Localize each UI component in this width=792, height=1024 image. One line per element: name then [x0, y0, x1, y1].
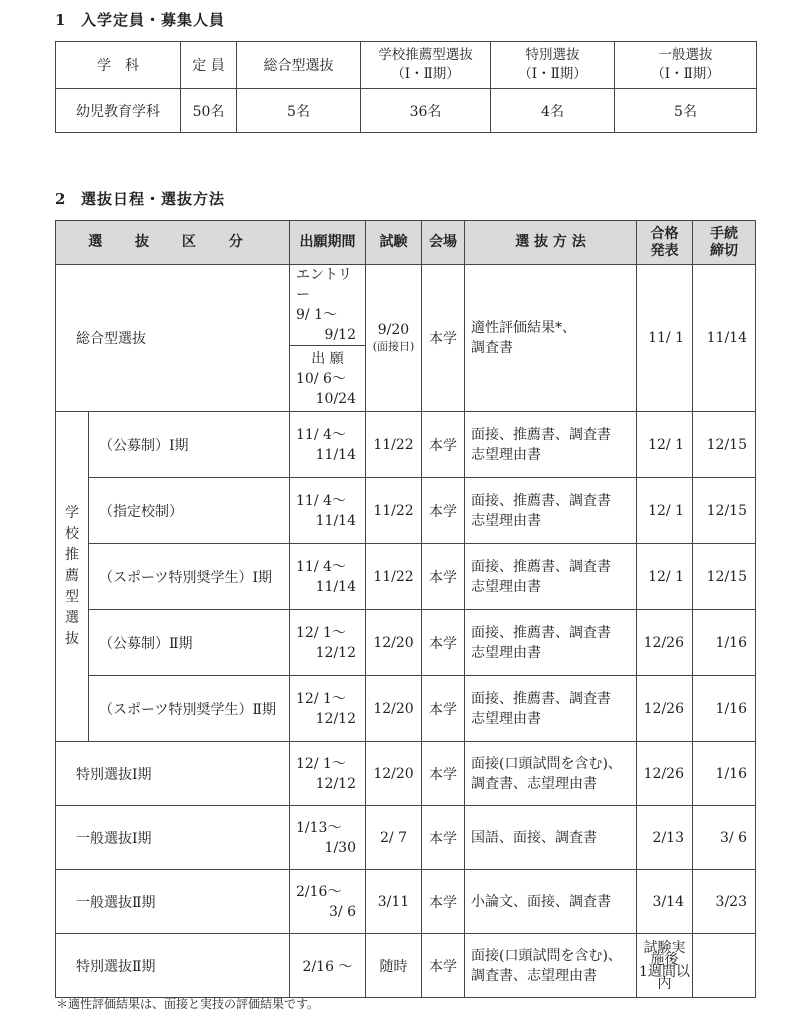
school-4-exam: 12/20 [366, 676, 422, 742]
school-row-3 [56, 610, 756, 676]
school-0-name: （公募制）Ⅰ期 [89, 412, 290, 478]
other-0-venue: 本学 [422, 742, 465, 806]
last-method-line1: 面接(口頭試問を含む)、 [471, 947, 622, 964]
capacity-header-school-line1: 学校推薦型選抜 [378, 47, 473, 63]
section2-title [55, 188, 225, 209]
sogo-entry-period [290, 265, 366, 346]
school-2-deadline: 12/15 [693, 544, 756, 610]
capacity-header-school [361, 42, 491, 89]
capacity-header-school-line2: （Ⅰ・Ⅱ期） [391, 66, 460, 82]
school-group-char-6: 抜 [65, 631, 79, 647]
school-4-name: （スポーツ特別奨学生）Ⅱ期 [89, 676, 290, 742]
school-0-method-line2: 志望理由書 [471, 446, 541, 463]
school-3-result: 12/26 [637, 610, 693, 676]
school-3-name: （公募制）Ⅱ期 [89, 610, 290, 676]
school-2-to: 11/14 [315, 578, 356, 595]
schedule-header-exam: 試験 [366, 221, 422, 265]
school-0-method-line1: 面接、推薦書、調査書 [471, 426, 611, 443]
capacity-header-general-line2: （Ⅰ・Ⅱ期） [651, 66, 720, 82]
capacity-header-special-line1: 特別選抜 [525, 47, 580, 63]
other-0-deadline: 1/16 [693, 742, 756, 806]
capacity-header-general [615, 42, 757, 89]
capacity-data-row [56, 89, 757, 133]
section1-number: 1 [55, 11, 67, 29]
other-1-exam: 2/ 7 [366, 806, 422, 870]
other-0-exam: 12/20 [366, 742, 422, 806]
school-0-period [290, 412, 366, 478]
school-2-period [290, 544, 366, 610]
school-2-result: 12/ 1 [637, 544, 693, 610]
school-4-method-line1: 面接、推薦書、調査書 [471, 690, 611, 707]
school-group-label [56, 412, 89, 742]
capacity-header-quota: 定 員 [181, 42, 237, 89]
capacity-cell-general: 5名 [615, 89, 757, 133]
capacity-header-row [56, 42, 757, 89]
school-1-deadline: 12/15 [693, 478, 756, 544]
school-1-name: （指定校制） [89, 478, 290, 544]
school-1-venue: 本学 [422, 478, 465, 544]
last-method [465, 934, 637, 998]
capacity-header-special-line2: （Ⅰ・Ⅱ期） [518, 66, 587, 82]
school-1-result: 12/ 1 [637, 478, 693, 544]
school-2-name: （スポーツ特別奨学生）Ⅰ期 [89, 544, 290, 610]
section1-title-text: 入学定員・募集人員 [81, 11, 226, 29]
schedule-header-deadline [693, 221, 756, 265]
section2-title-text: 選抜日程・選抜方法 [81, 190, 226, 208]
school-3-method [465, 610, 637, 676]
capacity-cell-dept: 幼児教育学科 [56, 89, 181, 133]
other-1-venue: 本学 [422, 806, 465, 870]
other-1-to: 1/30 [324, 839, 356, 856]
sogo-name: 総合型選抜 [56, 265, 290, 412]
school-4-deadline: 1/16 [693, 676, 756, 742]
sogo-method [465, 265, 637, 412]
school-0-venue: 本学 [422, 412, 465, 478]
school-3-from: 12/ 1〜 [296, 624, 346, 641]
other-1-result: 2/13 [637, 806, 693, 870]
other-1-from: 1/13〜 [296, 819, 342, 836]
school-3-exam: 12/20 [366, 610, 422, 676]
school-2-method [465, 544, 637, 610]
schedule-header-period: 出願期間 [290, 221, 366, 265]
other-0-from: 12/ 1〜 [296, 755, 346, 772]
school-1-method-line2: 志望理由書 [471, 512, 541, 529]
sogo-apply-to: 10/24 [315, 390, 356, 407]
last-exam: 随時 [366, 934, 422, 998]
school-3-deadline: 1/16 [693, 610, 756, 676]
other-row-0 [56, 742, 756, 806]
school-4-venue: 本学 [422, 676, 465, 742]
last-result-line1: 試験実施後 [643, 939, 686, 968]
other-1-deadline: 3/ 6 [693, 806, 756, 870]
last-deadline [693, 934, 756, 998]
last-row [56, 934, 756, 998]
school-1-method-line1: 面接、推薦書、調査書 [471, 492, 611, 509]
other-2-deadline: 3/23 [693, 870, 756, 934]
school-group-char-3: 薦 [65, 568, 79, 584]
last-period: 2/16 〜 [290, 934, 366, 998]
other-0-method-line2: 調査書、志望理由書 [471, 775, 597, 792]
last-venue: 本学 [422, 934, 465, 998]
other-2-result: 3/14 [637, 870, 693, 934]
capacity-cell-sogo: 5名 [237, 89, 361, 133]
school-1-period [290, 478, 366, 544]
school-3-venue: 本学 [422, 610, 465, 676]
schedule-header-row [56, 221, 756, 265]
other-2-to: 3/ 6 [329, 903, 356, 920]
other-2-exam: 3/11 [366, 870, 422, 934]
capacity-cell-school: 36名 [361, 89, 491, 133]
sogo-entry-from: 9/ 1〜 [296, 307, 337, 323]
school-2-from: 11/ 4〜 [296, 558, 346, 575]
schedule-header-method: 選 抜 方 法 [465, 221, 637, 265]
schedule-table [55, 220, 756, 998]
school-group-char-0: 学 [65, 505, 79, 521]
capacity-header-general-line1: 一般選抜 [658, 47, 713, 63]
sogo-apply-period [290, 346, 366, 412]
school-3-method-line2: 志望理由書 [471, 644, 541, 661]
sogo-method-line2: 調査書 [471, 340, 513, 356]
school-4-period [290, 676, 366, 742]
schedule-header-venue: 会場 [422, 221, 465, 265]
last-name: 特別選抜Ⅱ期 [56, 934, 290, 998]
sogo-venue: 本学 [422, 265, 465, 412]
section2-number: 2 [55, 190, 67, 208]
school-4-method-line2: 志望理由書 [471, 710, 541, 727]
school-group-char-2: 推 [65, 547, 79, 563]
school-3-to: 12/12 [315, 644, 356, 661]
school-0-from: 11/ 4〜 [296, 426, 346, 443]
capacity-cell-special: 4名 [491, 89, 615, 133]
schedule-header-deadline-line1: 手続 [710, 225, 738, 242]
school-1-to: 11/14 [315, 512, 356, 529]
school-row-0 [56, 412, 756, 478]
school-2-exam: 11/22 [366, 544, 422, 610]
other-2-method: 小論文、面接、調査書 [465, 870, 637, 934]
other-1-period [290, 806, 366, 870]
other-2-period [290, 870, 366, 934]
last-method-line2: 調査書、志望理由書 [471, 967, 597, 984]
school-2-method-line1: 面接、推薦書、調査書 [471, 558, 611, 575]
last-result [637, 934, 693, 998]
capacity-header-sogo: 総合型選抜 [237, 42, 361, 89]
other-row-1 [56, 806, 756, 870]
schedule-header-result-line2: 発表 [650, 242, 679, 259]
other-1-name: 一般選抜Ⅰ期 [56, 806, 290, 870]
school-4-from: 12/ 1〜 [296, 690, 346, 707]
school-3-method-line1: 面接、推薦書、調査書 [471, 624, 611, 641]
schedule-header-deadline-line2: 締切 [710, 242, 738, 259]
other-0-method [465, 742, 637, 806]
school-4-to: 12/12 [315, 710, 356, 727]
other-0-to: 12/12 [315, 775, 356, 792]
school-2-method-line2: 志望理由書 [471, 578, 541, 595]
sogo-exam-date: 9/20 [377, 322, 410, 338]
school-1-exam: 11/22 [366, 478, 422, 544]
sogo-row-entry [56, 265, 756, 346]
other-0-result: 12/26 [637, 742, 693, 806]
school-3-period [290, 610, 366, 676]
schedule-header-result-line1: 合格 [650, 225, 679, 242]
footnote: ＊適性評価結果は、面接と実技の評価結果です。 [56, 997, 320, 1011]
other-0-period [290, 742, 366, 806]
other-0-name: 特別選抜Ⅰ期 [56, 742, 290, 806]
school-row-2 [56, 544, 756, 610]
section1-title [55, 9, 225, 30]
capacity-cell-quota: 50名 [181, 89, 237, 133]
school-row-1 [56, 478, 756, 544]
school-2-venue: 本学 [422, 544, 465, 610]
school-4-method [465, 676, 637, 742]
school-0-method [465, 412, 637, 478]
schedule-header-result [637, 221, 693, 265]
sogo-deadline: 11/14 [693, 265, 756, 412]
sogo-method-line1: 適性評価結果*、 [471, 320, 576, 336]
last-result-line2: 1週間以内 [639, 963, 690, 992]
sogo-exam [366, 265, 422, 412]
school-1-method [465, 478, 637, 544]
capacity-header-dept: 学 科 [56, 42, 181, 89]
school-group-char-4: 型 [65, 589, 79, 605]
sogo-result: 11/ 1 [637, 265, 693, 412]
other-2-venue: 本学 [422, 870, 465, 934]
school-0-deadline: 12/15 [693, 412, 756, 478]
sogo-apply-from: 10/ 6〜 [296, 370, 346, 387]
other-2-name: 一般選抜Ⅱ期 [56, 870, 290, 934]
other-row-2 [56, 870, 756, 934]
other-2-from: 2/16〜 [296, 883, 342, 900]
sogo-exam-note: (面接日) [372, 340, 415, 353]
other-0-method-line1: 面接(口頭試問を含む)、 [471, 755, 622, 772]
other-1-method: 国語、面接、調査書 [465, 806, 637, 870]
school-group-char-5: 選 [65, 610, 79, 626]
school-row-4 [56, 676, 756, 742]
school-0-to: 11/14 [315, 446, 356, 463]
sogo-apply-label: 出 願 [311, 350, 344, 367]
schedule-header-category: 選 抜 区 分 [56, 221, 290, 265]
school-1-from: 11/ 4〜 [296, 492, 346, 509]
school-4-result: 12/26 [637, 676, 693, 742]
capacity-table [55, 41, 757, 133]
sogo-entry-to: 9/12 [324, 327, 356, 343]
school-0-exam: 11/22 [366, 412, 422, 478]
capacity-header-special [491, 42, 615, 89]
sogo-entry-label: エントリー [296, 267, 352, 303]
school-0-result: 12/ 1 [637, 412, 693, 478]
school-group-char-1: 校 [65, 526, 79, 542]
